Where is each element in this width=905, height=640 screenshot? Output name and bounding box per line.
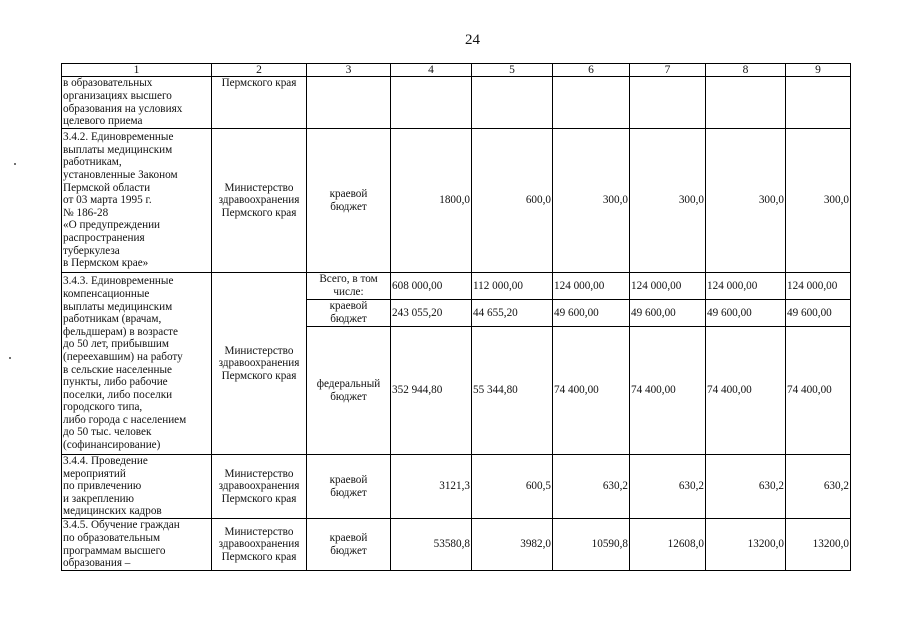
scan-speck [14, 163, 16, 165]
value-cell: 300,0 [706, 129, 786, 273]
value-cell: 352 944,80 [391, 327, 472, 455]
funding-source: краевой бюджет [307, 519, 391, 571]
value-cell: 74 400,00 [786, 327, 851, 455]
scan-speck [9, 357, 11, 359]
activity-description: 3.4.5. Обучение граждан по образовательным программам высшего образования – [62, 519, 212, 571]
funding-source: краевой бюджет [307, 129, 391, 273]
value-cell: 12608,0 [630, 519, 706, 571]
value-cell: 3121,3 [391, 455, 472, 519]
value-cell: 112 000,00 [472, 273, 553, 300]
column-number: 2 [212, 64, 307, 77]
table-row [62, 129, 851, 273]
column-number: 7 [630, 64, 706, 77]
responsible-executor: Пермского края [212, 77, 307, 129]
value-cell: 74 400,00 [553, 327, 630, 455]
table-row [62, 77, 851, 129]
funding-source: федеральный бюджет [307, 327, 391, 455]
value-cell: 10590,8 [553, 519, 630, 571]
value-cell: 74 400,00 [706, 327, 786, 455]
value-cell: 600,5 [472, 455, 553, 519]
value-cell: 1800,0 [391, 129, 472, 273]
value-cell: 55 344,80 [472, 327, 553, 455]
value-cell: 630,2 [786, 455, 851, 519]
activity-description: 3.4.3. Единовременные компенсационные выплаты медицинским работникам (врачам, фельдшерам) в возрасте до 50 лет, прибывшим (переехавшим) на работу в сельские населенные пункты, либо рабочие поселки, либо поселки городского типа, либо города с населением до 50 тыс. человек (софинансирование) [62, 273, 212, 455]
value-cell: 49 600,00 [786, 300, 851, 327]
table-row [62, 455, 851, 519]
column-number: 1 [62, 64, 212, 77]
column-number-row [62, 64, 851, 77]
value-cell: 44 655,20 [472, 300, 553, 327]
value-cell: 300,0 [630, 129, 706, 273]
funding-source [307, 77, 391, 129]
column-number: 4 [391, 64, 472, 77]
program-table [61, 63, 851, 571]
page-number: 24 [465, 32, 480, 48]
responsible-executor: Министерство здравоохранения Пермского края [212, 519, 307, 571]
value-cell: 49 600,00 [630, 300, 706, 327]
table-row [62, 273, 851, 300]
responsible-executor: Министерство здравоохранения Пермского края [212, 129, 307, 273]
value-cell: 124 000,00 [706, 273, 786, 300]
column-number: 6 [553, 64, 630, 77]
value-cell: 124 000,00 [553, 273, 630, 300]
value-cell: 300,0 [786, 129, 851, 273]
column-number: 5 [472, 64, 553, 77]
value-cell: 300,0 [553, 129, 630, 273]
value-cell: 630,2 [553, 455, 630, 519]
value-cell: 243 055,20 [391, 300, 472, 327]
value-cell: 13200,0 [786, 519, 851, 571]
activity-description: 3.4.4. Проведение мероприятий по привлечению и закреплению медицинских кадров [62, 455, 212, 519]
value-cell: 3982,0 [472, 519, 553, 571]
value-cell: 74 400,00 [630, 327, 706, 455]
funding-source: краевой бюджет [307, 300, 391, 327]
value-cell: 600,0 [472, 129, 553, 273]
value-cell: 49 600,00 [553, 300, 630, 327]
value-cell: 53580,8 [391, 519, 472, 571]
table-row [62, 519, 851, 571]
activity-description: 3.4.2. Единовременные выплаты медицинским работникам, установленные Законом Пермской области от 03 марта 1995 г. № 186-28 «О предупреждении распространения туберкулеза в Пермском крае» [62, 129, 212, 273]
column-number: 9 [786, 64, 851, 77]
funding-source: краевой бюджет [307, 455, 391, 519]
activity-description: в образовательных организациях высшего образования на условиях целевого приема [62, 77, 212, 129]
funding-source: Всего, в том числе: [307, 273, 391, 300]
column-number: 3 [307, 64, 391, 77]
value-cell: 124 000,00 [786, 273, 851, 300]
responsible-executor: Министерство здравоохранения Пермского края [212, 455, 307, 519]
column-number: 8 [706, 64, 786, 77]
value-cell: 608 000,00 [391, 273, 472, 300]
value-cell: 630,2 [706, 455, 786, 519]
value-cell: 630,2 [630, 455, 706, 519]
value-cell: 49 600,00 [706, 300, 786, 327]
responsible-executor: Министерство здравоохранения Пермского края [212, 273, 307, 455]
value-cell: 124 000,00 [630, 273, 706, 300]
value-cell: 13200,0 [706, 519, 786, 571]
